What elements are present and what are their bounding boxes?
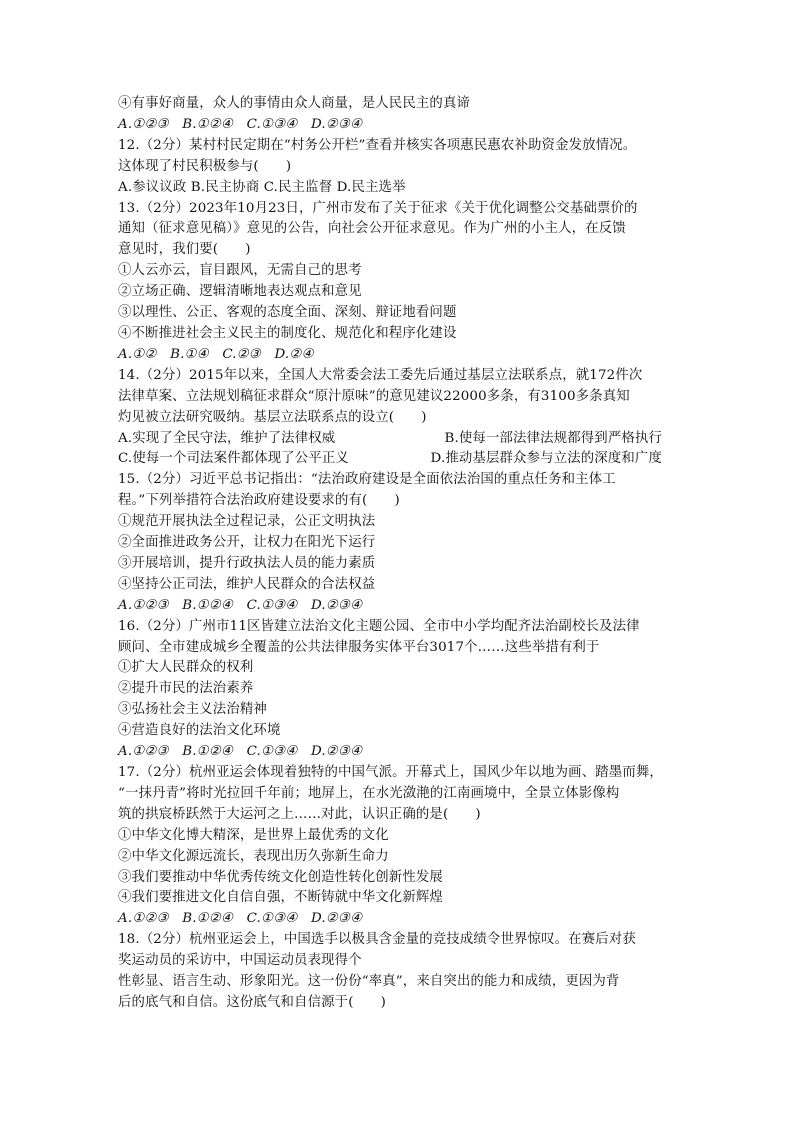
q17-stem-line-1: 17.（2分）杭州亚运会体现着独特的中国气派。开幕式上，国风少年以地为画、踏墨而舞， [118, 765, 663, 780]
q18-stem-line-4: 后的底气和自信。这份底气和自信源于( ) [118, 994, 387, 1010]
q16-stem-line-1: 16.（2分）广州市11区皆建立法治文化主题公园、全市中小学均配齐法治副校长及法律 [118, 618, 640, 634]
q17-answer-choices: A.①②③ B.①②④ C.①③④ D.②③④ [118, 911, 363, 927]
q13-option-1: ①人云亦云，盲目跟风，无需自己的思考 [118, 263, 362, 279]
q14-stem-line-3: 灼见被立法研究吸纳。基层立法联系点的设立( ) [118, 409, 427, 425]
q11-option-4: ④有事好商量，众人的事情由众人商量，是人民民主的真谛 [118, 96, 471, 111]
q11-answer-choices: A.①②③ B.①②④ C.①③④ D.②③④ [118, 116, 363, 132]
q14-choices-row-2 [118, 449, 662, 470]
q16-option-3: ③弘扬社会主义法治精神 [118, 702, 267, 718]
q13-stem-line-3: 意见时，我们要( ) [118, 242, 251, 258]
q16-option-2: ②提升市民的法治素养 [118, 681, 254, 697]
q14-stem-line-1: 14.（2分）2015年以来，全国人大常委会法工委先后通过基层立法联系点，就172件次 [118, 367, 643, 383]
q16-option-4: ④营造良好的法治文化环境 [118, 723, 281, 739]
exam-page [118, 94, 678, 1014]
q17-option-2: ②中华文化源远流长，表现出历久弥新生命力 [118, 848, 389, 864]
q17-option-4: ④我们要推进文化自信自强，不断铸就中华文化新辉煌 [118, 890, 443, 906]
q12-stem-line-2: 这体现了村民积极参与( ) [118, 158, 292, 174]
q13-answer-choices: A.①② B.①④ C.②③ D.②④ [118, 346, 314, 362]
q17-stem-line-2: “一抹丹青”将时光拉回千年前；地屏上，在水光潋滟的江南画境中，全景立体影像构 [118, 785, 620, 801]
q14-choice-c: C.使每一个司法案件都体现了公平正义 [118, 451, 349, 467]
q16-answer-choices: A.①②③ B.①②④ C.①③④ D.②③④ [118, 744, 363, 760]
q15-option-1: ①规范开展执法全过程记录，公正文明执法 [118, 514, 376, 530]
q15-answer-choices: A.①②③ B.①②④ C.①③④ D.②③④ [118, 597, 363, 613]
q15-option-4: ④坚持公正司法，维护人民群众的合法权益 [118, 576, 376, 592]
q15-stem-line-2: 程。”下列举措符合法治政府建设要求的有( ) [118, 493, 400, 509]
q15-option-2: ②全面推进政务公开，让权力在阳光下运行 [118, 535, 376, 551]
q16-stem-line-2: 顾问、全市建成城乡全覆盖的公共法律服务实体平台3017个……这些举措有利于 [118, 639, 600, 655]
q17-stem-line-3: 筑的拱宸桥跃然于大运河之上……对此，认识正确的是( ) [118, 806, 481, 822]
q14-choice-a: A.实现了全民守法，维护了法律权威 [118, 430, 336, 446]
q14-choice-b: B.使每一部法律法规都得到严格执行 [444, 430, 662, 446]
q15-option-3: ③开展培训，提升行政执法人员的能力素质 [118, 555, 376, 571]
q16-option-1: ①扩大人民群众的权利 [118, 660, 254, 676]
q14-choices-row-1 [118, 429, 662, 450]
q18-stem-line-3: 性彰显、语言生动、形象阳光。这一份份“率真”，来自突出的能力和成绩，更因为背 [118, 974, 620, 990]
q18-stem-line-2: 奖运动员的采访中，中国运动员表现得个 [118, 953, 362, 969]
q13-option-3: ③以理性、公正、客观的态度全面、深刻、辩证地看问题 [118, 305, 457, 321]
q13-option-2: ②立场正确、逻辑清晰地表达观点和意见 [118, 284, 362, 300]
q14-stem-line-2: 法律草案、立法规划稿征求群众“原汁原味”的意见建议22000多条，有3100多条真知 [118, 388, 630, 404]
q13-stem-line-1: 13.（2分）2023年10月23日，广州市发布了关于征求《关于优化调整公交基础票价的 [118, 200, 638, 216]
q17-option-1: ①中华文化博大精深，是世界上最优秀的文化 [118, 827, 389, 843]
q17-option-3: ③我们要推动中华优秀传统文化创造性转化创新性发展 [118, 869, 443, 885]
q13-option-4: ④不断推进社会主义民主的制度化、规范化和程序化建设 [118, 325, 457, 341]
q15-stem-line-1: 15.（2分）习近平总书记指出：“法治政府建设是全面依法治国的重点任务和主体工 [118, 472, 616, 488]
q12-stem-line-1: 12.（2分）某村村民定期在“村务公开栏”查看并核实各项惠民惠农补助资金发放情况。 [118, 137, 637, 153]
q12-answer-choices: A.参议议政 B.民主协商 C.民主监督 D.民主选举 [118, 179, 406, 195]
q18-stem-line-1: 18.（2分）杭州亚运会上，中国选手以极具含金量的竞技成绩令世界惊叹。在赛后对获 [118, 932, 636, 948]
q14-choice-d: D.推动基层群众参与立法的深度和广度 [430, 451, 662, 467]
q13-stem-line-2: 通知（征求意见稿）》意见的公告，向社会公开征求意见。作为广州的小主人，在反馈 [118, 221, 626, 237]
